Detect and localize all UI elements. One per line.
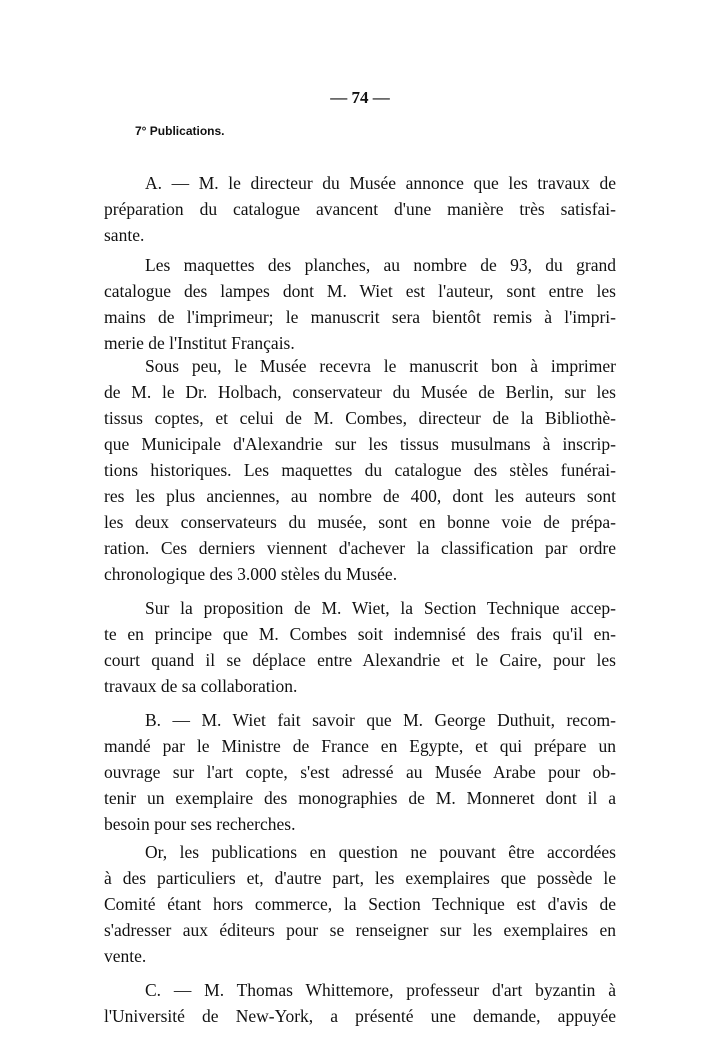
page-number: — 74 — xyxy=(330,88,390,107)
text-line: te en principe que M. Combes soit indemnisé des frais qu'il en- xyxy=(104,624,616,644)
text-line: travaux de sa collaboration. xyxy=(104,676,298,696)
text-line: que Municipale d'Alexandrie sur les tissus musulmans à inscrip- xyxy=(104,434,616,454)
text-line: Les maquettes des planches, au nombre de 93, du grand xyxy=(145,255,616,275)
text-line: mandé par le Ministre de France en Egypte, et qui prépare un xyxy=(104,736,616,756)
text-line: merie de l'Institut Français. xyxy=(104,333,295,353)
text-line: A. — M. le directeur du Musée annonce que les travaux de xyxy=(145,173,616,193)
text-line: B. — M. Wiet fait savoir que M. George Duthuit, recom- xyxy=(145,710,616,730)
text-line: Sous peu, le Musée recevra le manuscrit bon à imprimer xyxy=(145,356,616,376)
text-line: tions historiques. Les maquettes du catalogue des stèles funérai- xyxy=(104,460,616,480)
text-line: l'Université de New-York, a présenté une demande, appuyée xyxy=(104,1006,616,1026)
text-line: tissus coptes, et celui de M. Combes, directeur de la Bibliothè- xyxy=(104,408,616,428)
text-line: res les plus anciennes, au nombre de 400, dont les auteurs sont xyxy=(104,486,616,506)
text-line: ouvrage sur l'art copte, s'est adressé au Musée Arabe pour ob- xyxy=(104,762,616,782)
text-line: tenir un exemplaire des monographies de M. Monneret dont il a xyxy=(104,788,616,808)
text-line: ration. Ces derniers viennent d'achever la classification par ordre xyxy=(104,538,616,558)
text-line: catalogue des lampes dont M. Wiet est l'auteur, sont entre les xyxy=(104,281,616,301)
text-line: Sur la proposition de M. Wiet, la Section Technique accep- xyxy=(145,598,616,618)
text-line: sante. xyxy=(104,225,145,245)
text-line: les deux conservateurs du musée, sont en bonne voie de prépa- xyxy=(104,512,616,532)
text-line: de M. le Dr. Holbach, conservateur du Musée de Berlin, sur les xyxy=(104,382,616,402)
text-line: mains de l'imprimeur; le manuscrit sera bientôt remis à l'impri- xyxy=(104,307,616,327)
text-line: besoin pour ses recherches. xyxy=(104,814,296,834)
text-line: chronologique des 3.000 stèles du Musée. xyxy=(104,564,398,584)
text-line: vente. xyxy=(104,946,147,966)
section-heading: 7° Publications. xyxy=(135,124,225,138)
text-line: Or, les publications en question ne pouvant être accordées xyxy=(145,842,616,862)
text-line: préparation du catalogue avancent d'une manière très satisfai- xyxy=(104,199,616,219)
text-line: à des particuliers et, d'autre part, les exemplaires que possède le xyxy=(104,868,616,888)
text-line: court quand il se déplace entre Alexandrie et le Caire, pour les xyxy=(104,650,616,670)
text-line: C. — M. Thomas Whittemore, professeur d'art byzantin à xyxy=(145,980,616,1000)
text-line: s'adresser aux éditeurs pour se renseigner sur les exemplaires en xyxy=(104,920,616,940)
text-line: Comité étant hors commerce, la Section Technique est d'avis de xyxy=(104,894,616,914)
